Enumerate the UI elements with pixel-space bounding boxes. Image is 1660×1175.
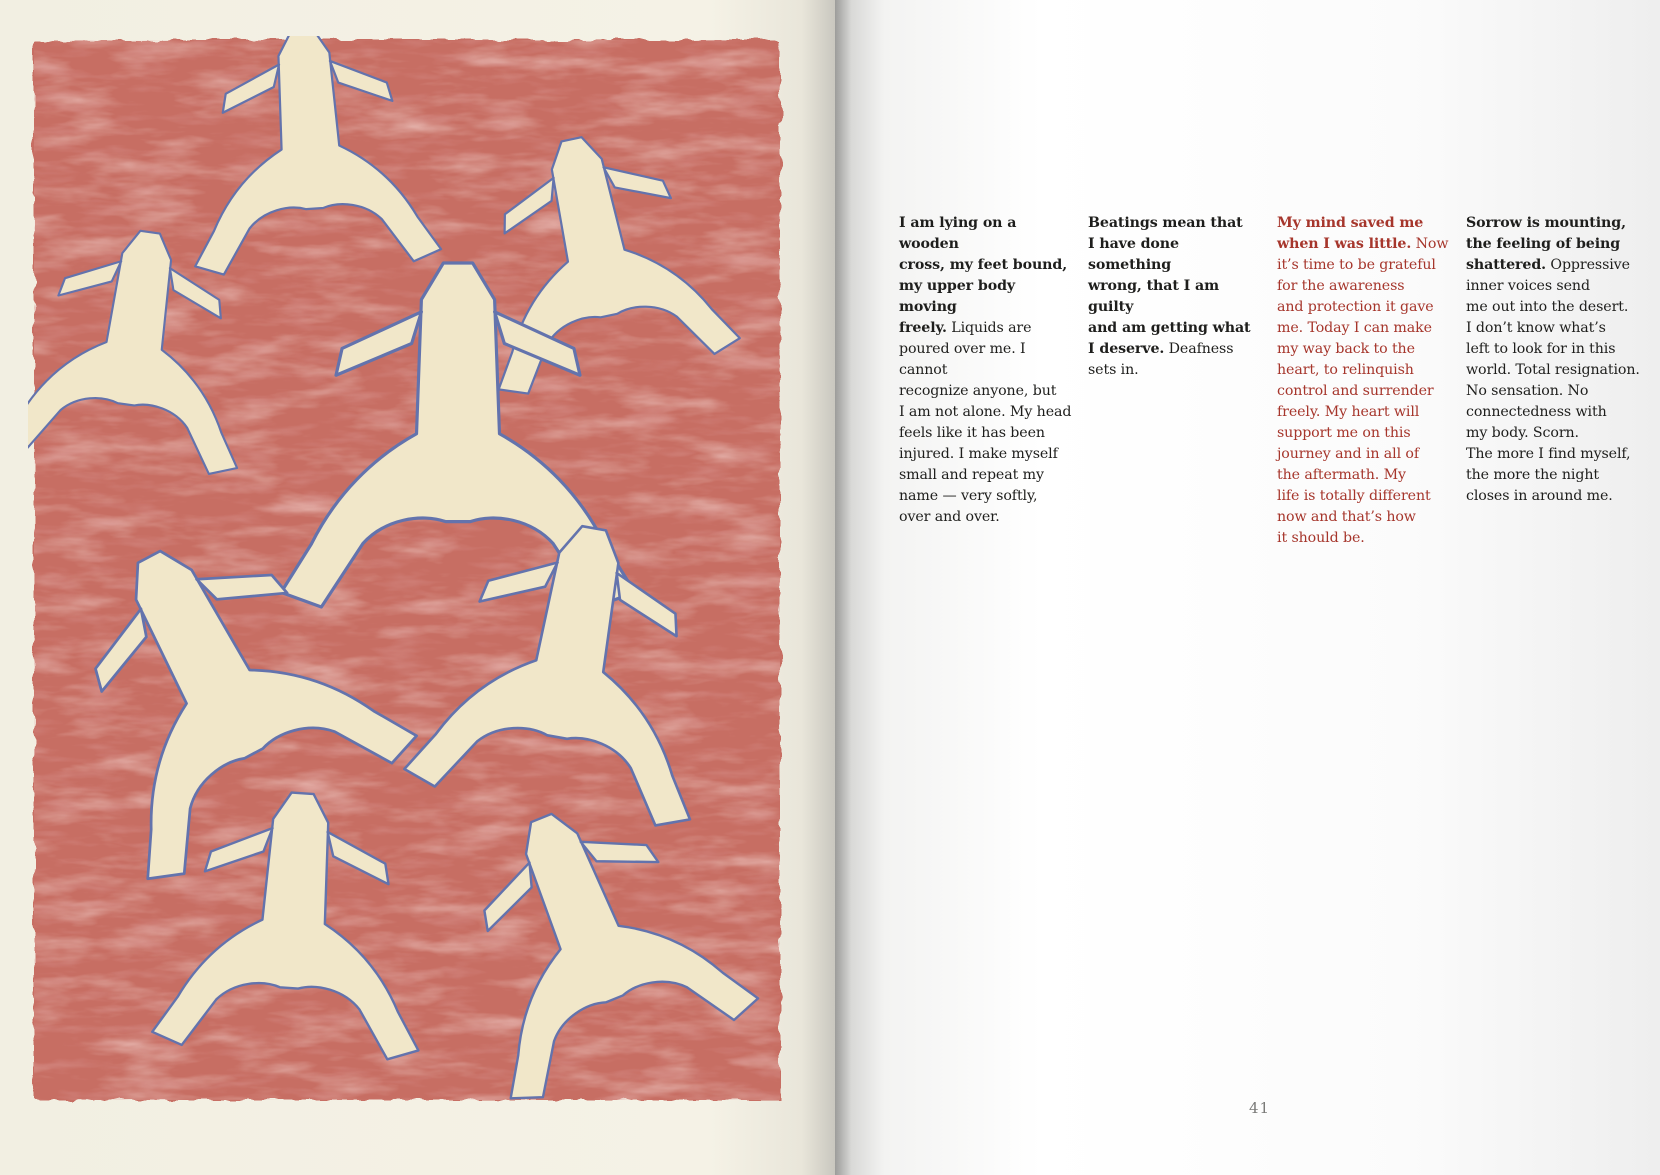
column-body: Oppressive inner voices send me out into the desert. I don’t know what’s left to look for in this world. Total resignation. No sensation. No connectedness with my body. Scorn. The more I find myself, the more the night closes in around me. <box>1466 257 1640 504</box>
right-page <box>835 0 1660 1175</box>
column-lead: I am lying on a wooden cross, my feet bound, my upper body moving freely. <box>899 215 1068 336</box>
page-number: 41 <box>1249 1099 1271 1117</box>
text-column-3 <box>1277 213 1455 549</box>
text-column-1 <box>899 213 1077 528</box>
column-body: Deafness sets in. <box>1088 341 1234 378</box>
text-column-4 <box>1466 213 1644 507</box>
column-lead: Beatings mean that I have done something wrong, that I am guilty and am getting what I deserve. <box>1088 215 1251 357</box>
column-body: Liquids are poured over me. I cannot recognize anyone, but I am not alone. My head feels like it has been injured. I make myself small and repeat my name — very softly, over and over. <box>899 320 1072 525</box>
text-column-2 <box>1088 213 1266 381</box>
column-body: Now it’s time to be grateful for the awareness and protection it gave me. Today I can make my way back to the heart, to relinquish control and surrender freely. My heart will support me on this journey and in all of the aftermath. My life is totally different now and that’s how it should be. <box>1277 236 1449 546</box>
painting-headless-figures <box>28 36 786 1104</box>
column-lead: Sorrow is mounting, the feeling of being shattered. <box>1466 215 1626 273</box>
column-lead: My mind saved me when I was little. <box>1277 215 1424 252</box>
